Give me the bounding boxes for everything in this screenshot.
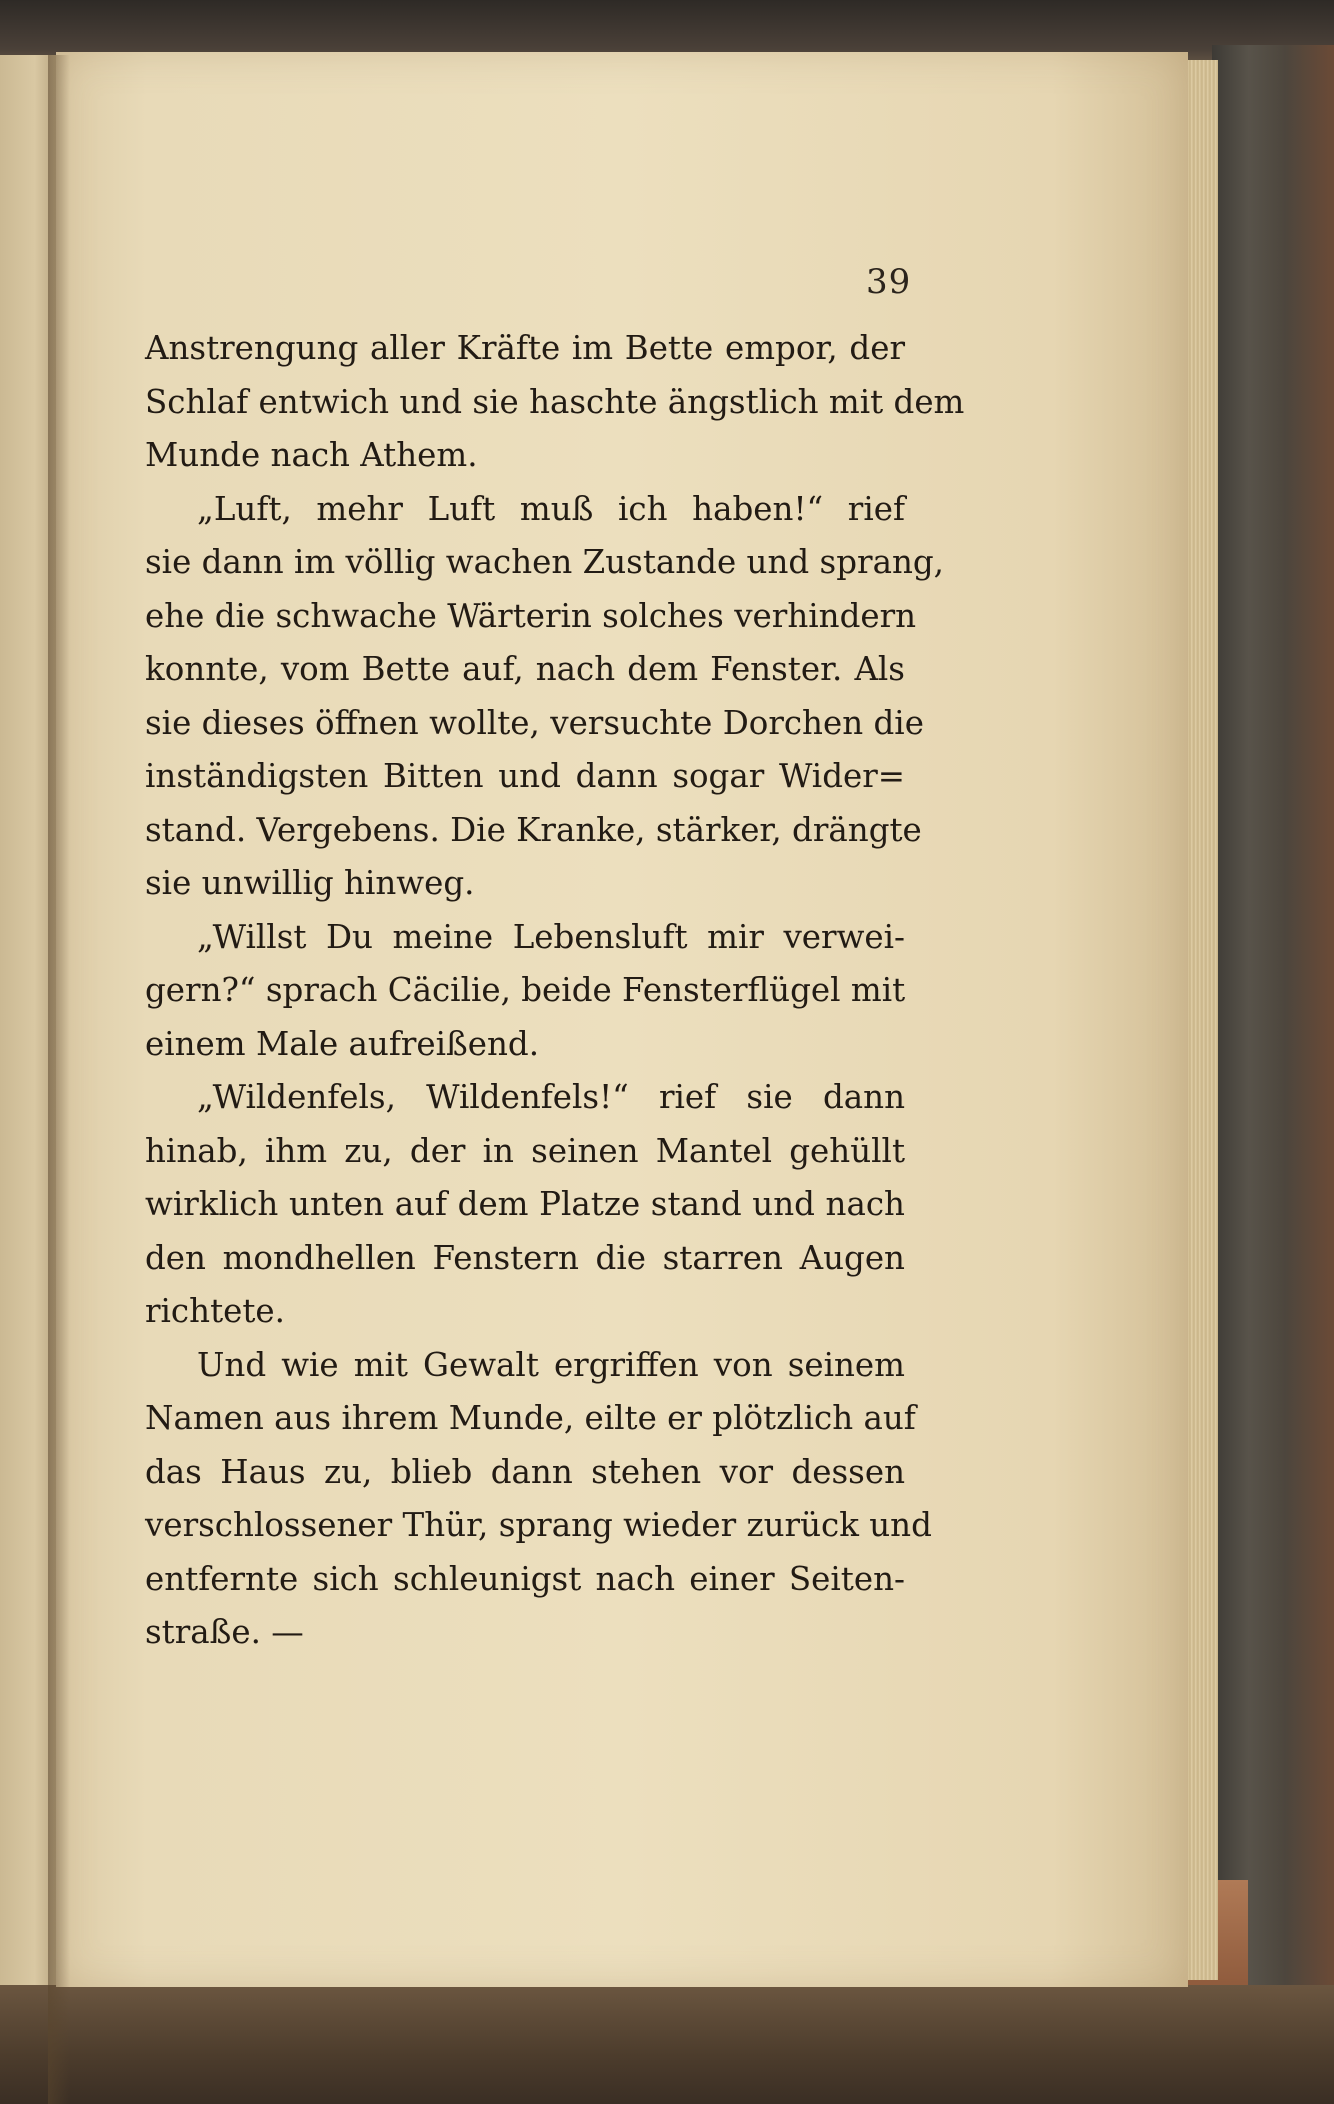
text-line: Und wie mit Gewalt ergriffen von seinem: [197, 1345, 905, 1384]
text-line: den mondhellen Fenstern die starren Augen: [145, 1238, 905, 1277]
text-line: „Willst Du meine Lebensluft mir verwei-: [197, 917, 905, 956]
text-line: Schlaf entwich und sie haschte ängstlich mit dem: [145, 382, 965, 421]
text-line: ehe die schwache Wärterin solches verhindern: [145, 596, 917, 635]
book-cover: [1212, 45, 1334, 2005]
page-number: 39: [866, 262, 912, 302]
gutter-shadow: [48, 55, 70, 2104]
text-line: „Luft, mehr Luft muß ich haben!“ rief: [197, 489, 905, 528]
text-line: inständigsten Bitten und dann sogar Wider=: [145, 757, 905, 795]
text-line: entfernte sich schleunigst nach einer Seiten-: [145, 1559, 905, 1598]
text-line: wirklich unten auf dem Platze stand und nach: [145, 1185, 905, 1223]
text-line: gern?“ sprach Cäcilie, beide Fensterflügel mit: [145, 971, 906, 1009]
text-line: konnte, vom Bette auf, nach dem Fenster. Als: [145, 650, 905, 688]
text-line: das Haus zu, blieb dann stehen vor dessen: [145, 1452, 905, 1491]
text-line: verschlossener Thür, sprang wieder zurück und: [145, 1506, 932, 1544]
text-line: Namen aus ihrem Munde, eilte er plötzlich auf: [145, 1399, 916, 1437]
text-line: sie dieses öffnen wollte, versuchte Dorchen die: [145, 703, 924, 742]
text-line: sie unwillig hinweg.: [145, 864, 475, 902]
text-line: Anstrengung aller Kräfte im Bette empor, der: [145, 329, 905, 367]
scanner-background-bottom: [0, 1985, 1334, 2104]
text-line: Munde nach Athem.: [145, 436, 478, 474]
page-text: [145, 322, 965, 1660]
text-line: stand. Vergebens. Die Kranke, stärker, drängte: [145, 810, 922, 849]
text-line: richtete.: [145, 1292, 285, 1330]
text-line: einem Male aufreißend.: [145, 1024, 540, 1063]
text-line: hinab, ihm zu, der in seinen Mantel gehüllt: [145, 1131, 905, 1170]
text-line: straße. —: [145, 1613, 304, 1651]
text-line: sie dann im völlig wachen Zustande und sprang,: [145, 543, 945, 581]
text-line: „Wildenfels, Wildenfels!“ rief sie dann: [197, 1078, 905, 1116]
page-edges: [1188, 60, 1218, 1980]
